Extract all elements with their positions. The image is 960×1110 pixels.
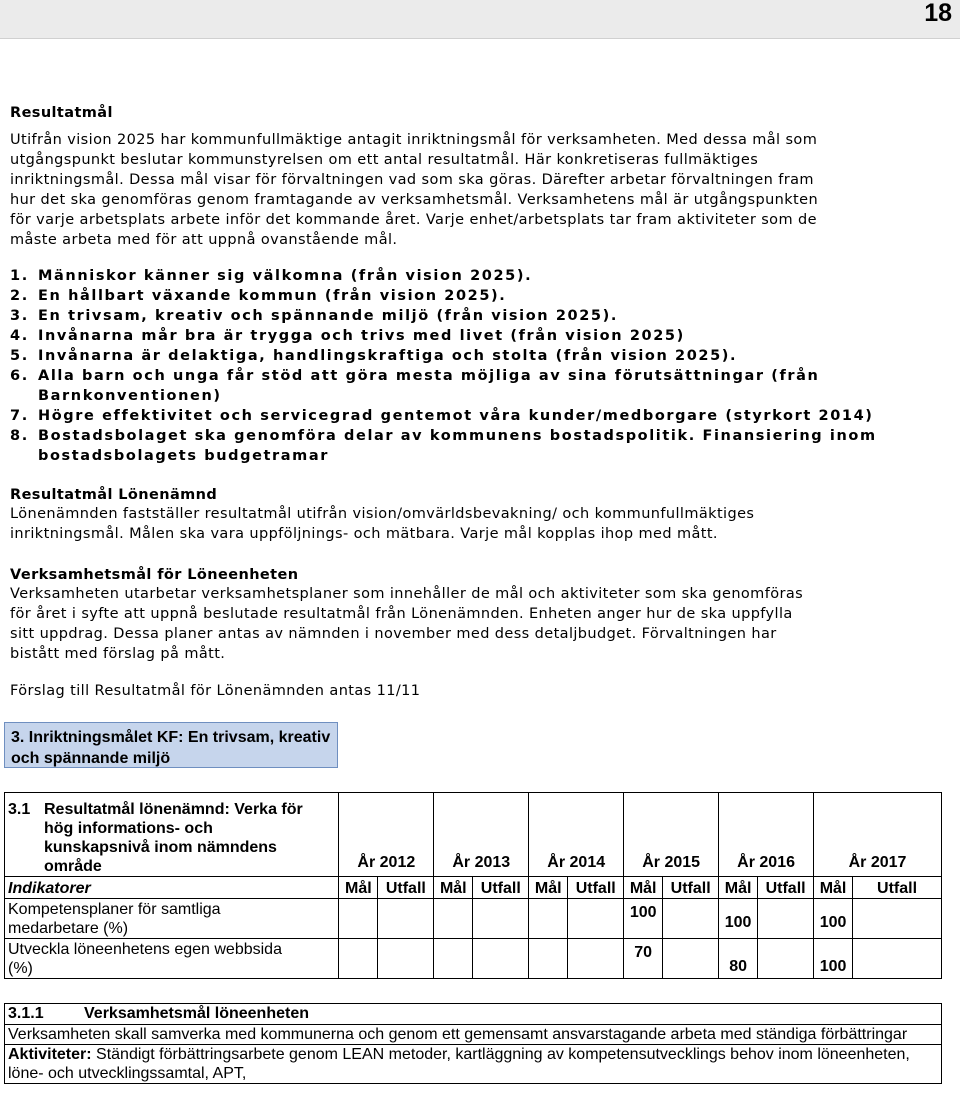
goal-box: 3. Inriktningsmålet KF: En trivsam, kreativ och spännande miljö [4,722,338,768]
text-line: måste arbeta med för att uppnå ovanstående mål. [10,232,398,248]
activity-number: 3.1.1 [8,1005,44,1022]
value-cell: 100 [624,899,663,939]
kpi-title-text [44,800,303,876]
goal-text: Invånarna är delaktiga, handlingskraftiga och stolta (från vision 2025). [38,348,738,364]
indicator-name [5,939,339,979]
mal-header: Mål [339,877,378,899]
activities-text: Ständigt förbättringsarbete genom LEAN metoder, kartläggning av kompetensutvecklings behov inom löneenheten, löne- och utvecklingssamtal, APT, [8,1046,910,1082]
text-line: hur det ska genomföras genom framtagande av verksamhetsmål. Verksamhetens mål är utgångspunkten [10,192,819,208]
header-divider [0,38,960,39]
mal-header: Mål [434,877,473,899]
value-cell [339,939,378,979]
text-line: Utifrån vision 2025 har kommunfullmäktige antagit inriktningsmål för verksamheten. Med dessa mål som [10,132,818,148]
goal-item [10,326,880,346]
text-line: för varje arbetsplats arbete inför det kommande året. Varje enhet/arbetsplats tar fram aktiviteter som de [10,212,817,228]
lonenamnd-paragraph [10,504,885,544]
value-cell: 80 [719,939,758,979]
kpi-title-line: hög informations- och [44,820,213,837]
goal-text: En hållbart växande kommun (från vision 2025). [38,288,507,304]
kpi-title-line: Resultatmål lönenämnd: Verka för [44,801,303,818]
value-cell: 70 [624,939,663,979]
activity-title-cell [5,1004,942,1025]
text-line: Verksamheten utarbetar verksamhetsplaner som innehåller de mål och aktiviteter som ska genomföras [10,586,804,602]
goal-item [10,266,880,286]
value-cell [529,939,568,979]
utfall-header: Utfall [568,877,624,899]
indicator-line: Utveckla löneenhetens egen webbsida [8,941,282,958]
activity-list-cell [5,1045,942,1084]
mal-header: Mål [719,877,758,899]
value-cell [434,939,473,979]
goal-item [10,286,880,306]
value-cell [473,899,529,939]
goal-item [10,366,880,406]
text-line: inriktningsmål. Målen ska vara uppföljnings- och mätbara. Varje mål kopplas ihop med mått. [10,526,718,542]
kpi-title-line: kunskapsnivå inom nämndens [44,839,277,856]
value-cell [758,899,814,939]
value-cell [663,939,719,979]
utfall-header: Utfall [378,877,434,899]
goal-item [10,426,880,466]
value-cell [378,939,434,979]
value-cell [853,899,942,939]
utfall-header: Utfall [853,877,942,899]
goal-text: En trivsam, kreativ och spännande miljö (från vision 2025). [38,308,618,324]
goal-item [10,306,880,326]
goal-item [10,406,880,426]
goal-number: 4. [10,328,29,344]
value-cell [529,899,568,939]
text-line: sitt uppdrag. Dessa planer antas av nämnden i november med dess detaljbudget. Förvaltningen har [10,626,777,642]
mal-header: Mål [529,877,568,899]
value-cell [663,899,719,939]
goal-number: 7. [10,408,29,424]
goal-text: Invånarna mår bra är trygga och trivs med livet (från vision 2025) [38,328,685,344]
year-header: År 2014 [529,793,624,877]
value-cell: 100 [814,939,853,979]
text-line: Lönenämnden fastställer resultatmål utifrån vision/omvärldsbevakning/ och kommunfullmäktiges [10,506,755,522]
goal-number: 8. [10,428,29,444]
table-row [5,899,942,939]
value-cell [568,939,624,979]
resultatmal-paragraph [10,130,885,250]
year-header: År 2012 [339,793,434,877]
value-cell [853,939,942,979]
kpi-title-number: 3.1 [8,801,31,818]
value-cell: 100 [814,899,853,939]
goal-number: 3. [10,308,29,324]
activity-title: Verksamhetsmål löneenheten [84,1005,309,1022]
goal-number: 6. [10,368,29,384]
page-header [0,0,960,38]
indicator-header: Indikatorer [5,877,339,899]
loneenheten-paragraph [10,584,885,664]
text-line: inriktningsmål. Dessa mål visar för förvaltningen vad som ska göras. Därefter arbetar förvaltningen fram [10,172,814,188]
goal-list [10,266,880,466]
goal-text: Högre effektivitet och servicegrad gentemot våra kunder/medborgare (styrkort 2014) [38,408,874,424]
utfall-header: Utfall [758,877,814,899]
indicator-name [5,899,339,939]
section-heading-lonenamnd: Resultatmål Lönenämnd [10,487,218,503]
value-cell [378,899,434,939]
goal-number: 2. [10,288,29,304]
year-header: År 2013 [434,793,529,877]
utfall-header: Utfall [473,877,529,899]
section-heading-loneenheten: Verksamhetsmål för Löneenheten [10,567,299,583]
goal-number: 1. [10,268,29,284]
indicator-line: (%) [8,960,33,977]
kpi-title-cell [5,793,339,877]
page-number: 18 [924,0,952,27]
text-line: för året i syfte att uppnå beslutade resultatmål från Lönenämnden. Enheten anger hur de ska uppfylla [10,606,793,622]
text-line: bistått med förslag på mått. [10,646,226,662]
text-line: utgångspunkt beslutar kommunstyrelsen om ett antal resultatmål. Här konkretiseras fullmäktiges [10,152,759,168]
mal-header: Mål [814,877,853,899]
goal-item [10,346,880,366]
goal-text: Människor känner sig välkomna (från vision 2025). [38,268,533,284]
activities-label: Aktiviteter: [8,1046,92,1063]
section-heading-resultatmal: Resultatmål [10,105,113,121]
indicator-line: Kompetensplaner för samtliga [8,901,221,918]
value-cell [568,899,624,939]
activity-table [4,1003,942,1084]
kpi-table [4,792,942,979]
value-cell [473,939,529,979]
value-cell [434,899,473,939]
year-header: År 2016 [719,793,814,877]
utfall-header: Utfall [663,877,719,899]
value-cell [339,899,378,939]
forslag-line: Förslag till Resultatmål för Lönenämnden antas 11/11 [10,683,421,699]
value-cell: 100 [719,899,758,939]
value-cell [758,939,814,979]
year-header: År 2015 [624,793,719,877]
goal-text: Bostadsbolaget ska genomföra delar av kommunens bostadspolitik. Finansiering inom bostadsbolagets budgetramar [38,428,877,464]
table-row [5,939,942,979]
activity-description: Verksamheten skall samverka med kommunerna och genom ett gemensamt ansvarstagande arbeta med ständiga förbättringar [5,1025,942,1045]
indicator-line: medarbetare (%) [8,920,129,937]
kpi-title-line: område [44,858,102,875]
year-header: År 2017 [814,793,942,877]
mal-header: Mål [624,877,663,899]
goal-number: 5. [10,348,29,364]
goal-text: Alla barn och unga får stöd att göra mesta möjliga av sina förutsättningar (från Barnkonventionen) [38,368,820,404]
